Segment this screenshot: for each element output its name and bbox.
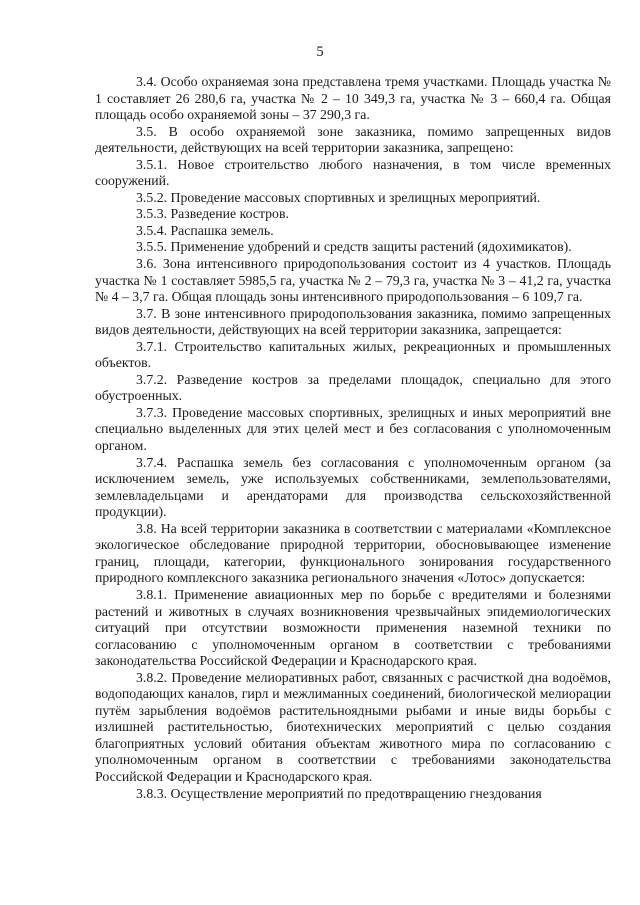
paragraph-3-7-1: 3.7.1. Строительство капитальных жилых, рекреационных и промышленных объектов.: [95, 338, 611, 371]
paragraph-3-4: 3.4. Особо охраняемая зона представлена тремя участками. Площадь участка № 1 составляет 26 280,6 га, участка № 2 – 10 349,3 га, участка № 3 – 660,4 га. Общая площадь особо охраняемой зоны – 37 290,3 га.: [95, 74, 611, 123]
paragraph-3-6: 3.6. Зона интенсивного природопользования состоит из 4 участков. Площадь участка № 1 составляет 5985,5 га, участка № 2 – 79,3 га, участка № 3 – 41,2 га, участка № 4 – 3,7 га. Общая площадь зоны интенсивного природопользования – 6 109,7 га.: [95, 256, 611, 305]
paragraph-3-7: 3.7. В зоне интенсивного природопользования заказника, помимо запрещенных видов деятельности, действующих на всей территории заказника, запрещается:: [95, 305, 611, 338]
paragraph-3-8: 3.8. На всей территории заказника в соответствии с материалами «Комплексное экологическое обследование природной территории, обосновывающее изменение границ, площади, категории, функционального зонирования государственного природного комплексного заказника регионального значения «Лотос» допускается:: [95, 520, 611, 586]
paragraph-3-5-3: 3.5.3. Разведение костров.: [136, 206, 289, 222]
paragraph-3-8-3: 3.8.3. Осуществление мероприятий по предотвращению гнездования: [136, 785, 542, 801]
paragraph-3-5-2: 3.5.2. Проведение массовых спортивных и зрелищных мероприятий.: [136, 189, 541, 205]
paragraph-3-5-5: 3.5.5. Применение удобрений и средств защиты растений (ядохимикатов).: [136, 239, 572, 255]
paragraph-3-5: 3.5. В особо охраняемой зоне заказника, помимо запрещенных видов деятельности, действующих на всей территории заказника, запрещено:: [95, 123, 611, 156]
page-number: 5: [316, 44, 324, 60]
paragraph-3-7-2: 3.7.2. Разведение костров за пределами площадок, специально для этого обустроенных.: [95, 371, 611, 404]
paragraph-3-5-4: 3.5.4. Распашка земель.: [136, 222, 274, 238]
paragraph-3-7-4: 3.7.4. Распашка земель без согласования с уполномоченным органом (за исключением земель, уже используемых собственниками, землепользователями, землевладельцами и арендаторами для производства сельскохозяйственной продукции).: [95, 454, 611, 520]
document-body: [95, 74, 611, 802]
paragraph-3-5-1: 3.5.1. Новое строительство любого назначения, в том числе временных сооружений.: [95, 156, 611, 189]
paragraph-3-8-2: 3.8.2. Проведение мелиоративных работ, связанных с расчисткой дна водоёмов, водоподающих каналов, гирл и межлиманных соединений, биологической мелиорации путём зарыбления водоёмов растительноядными рыбами и иные виды борьбы с излишней растительностью, биотехнических мероприятий с целью создания благоприятных условий обитания объектам животного мира по согласованию с уполномоченным органом в соответствии с требованиями законодательства Российской Федерации и Краснодарского края.: [95, 669, 611, 784]
paragraph-3-8-1: 3.8.1. Применение авиационных мер по борьбе с вредителями и болезнями растений и животных в случаях возникновения чрезвычайных эпидемиологических ситуаций при отсутствии возможности применения наземной техники по согласованию с уполномоченным органом в соответствии с требованиями законодательства Российской Федерации и Краснодарского края.: [95, 586, 611, 669]
paragraph-3-7-3: 3.7.3. Проведение массовых спортивных, зрелищных и иных мероприятий вне специально выделенных для этих целей мест и без согласования с уполномоченным органом.: [95, 404, 611, 454]
